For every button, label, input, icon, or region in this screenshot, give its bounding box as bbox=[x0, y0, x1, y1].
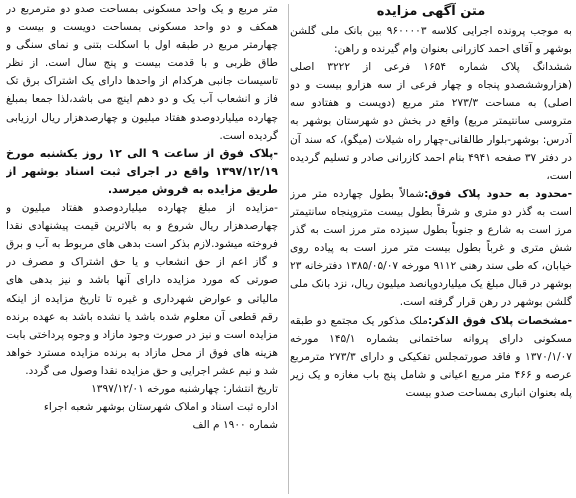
auction-conditions: -مزایده از مبلغ چهارده میلیاردوصدو هفتاد میلیون و چهارصدهزار ریال شروع و به بالاترین قیمت پیشنهادی نقدا فروخته میشود.لازم بذکر است بدهی های مربوط به آب و برق و گاز اعم از حق انشعاب و یا حق اشتراک و مصرف در صورتی که مورد مزایده دارای آنها باشد و نیز بدهی های مالیاتی و عوارض شهرداری و غیره تا تاریخ مزایده از اینکه رقم قطعی آن معلوم شده باشد یا نشده باشد به عهده برنده مزایده است و نیز در صورت وجود مازاد و وجوه پرداختی بابت هزینه های فوق از محل مازاد به برنده مزایده مسترد خواهد شد و نیم عشر اجرایی و حق مزایده نقدا وصول می گردد. bbox=[6, 202, 278, 377]
specs-text: ملک مذکور یک مجتمع دو طبقه مسکونی دارای پروانه ساختمانی بشماره ۱۴۵/۱ مورخه ۱۳۷۰/۱/۰۷ و فاقد صورتمجلس تفکیکی و دارای ۲۷۳/۳ مترمربع عرصه و ۴۶۶ متر مربع اعیانی و شامل پنج باب مغازه و یک زیر پله بعنوان انباری بمساحت صدو بیست bbox=[290, 314, 572, 399]
notice-title: متن آگهی مزایده bbox=[376, 4, 486, 19]
specs-label: -مشخصات پلاک فوق الذکر: bbox=[427, 314, 572, 327]
boundaries-text: شمالاً بطول چهارده متر مرز است به گذر دو متری و شرقاً بطول بیست متروپنجاه سانتیمتر مرز است به شارع و جنوباً بطول سیزده متر مرز است به گذر شش متری و غرباً بطول بیست متر مرز است به پیاده روی خیابان، که طی سند رهنی ۹۱۱۲ مورخه ۱۳۸۵/۰۵/۰۷ دفترخانه ۲۳ بوشهر در قبال مبلغ یک میلیاردوپانصد میلیون ریال، نزد بانک ملی گلشن بوشهر در رهن قرار گرفته است. bbox=[290, 187, 572, 309]
publish-date: تاریخ انتشار: چهارشنبه مورخه ۱۳۹۷/۱۲/۰۱ bbox=[91, 382, 278, 395]
boundaries-label: -محدود به حدود پلاک فوق: bbox=[424, 187, 572, 200]
boundaries-paragraph bbox=[290, 185, 572, 312]
issuing-office: اداره ثبت اسناد و املاک شهرستان بوشهر شعبه اجراء bbox=[43, 401, 278, 414]
specs-paragraph bbox=[290, 312, 572, 402]
case-intro: به موجب پرونده اجرایی کلاسه ۹۶۰۰۰۰۳ بین بانک ملی گلشن بوشهر و آقای احمد کازرانی بعنوان وام گیرنده و راهن: bbox=[290, 25, 572, 56]
property-description: ششدانگ پلاک شماره ۱۶۵۴ فرعی از ۳۲۲۲ اصلی (هزاروششصدو پنجاه و چهار فرعی از سه هزارو بیست و دو اصلی) به مساحت ۲۷۳/۳ متر مربع (دویست و هفتادو سه متروسی سانتیمتر مربع) واقع در بخش دو شهرستان بوشهر به آدرس: بوشهر-بلوار طالقانی-چهار راه شیلات (میگو)، که سند آن در دفتر ۳۷ صفحه ۴۹۴۱ بنام احمد کازرانی صادر و تسلیم گردیده است، bbox=[290, 61, 572, 182]
left-column bbox=[6, 0, 278, 498]
auction-time: -پلاک فوق از ساعت ۹ الی ۱۲ روز یکشنبه مورخ ۱۳۹۷/۱۲/۱۹ واقع در اجرای ثبت اسناد بوشهر از طریق مزایده به فروش میرسد. bbox=[6, 146, 278, 196]
column-divider bbox=[288, 4, 289, 494]
right-column bbox=[290, 0, 572, 498]
specs-continued: متر مربع و یک واحد مسکونی بمساحت صدو دو مترمربع در همکف و دو واحد مسکونی بمساحت دویست و بیست و چهارمتر مربع در طبقه اول با اسکلت بتنی و نمای سنگی و طاق ظربی و با قدمت بیست و پنج سال است. از نظر تاسیسات جانبی هرکدام از واحدها دارای یک اشتراک برق تک فاز و انشعاب آب یک و دو دهم اینچ می باشد،لذا جمعا بمبلغ چهارده میلیاردوصدو هفتاد میلیون و چهارصدهزار ریال ارزیابی گردیده است. bbox=[6, 3, 278, 142]
notice-number: شماره ۱۹۰۰ م الف bbox=[192, 419, 278, 432]
